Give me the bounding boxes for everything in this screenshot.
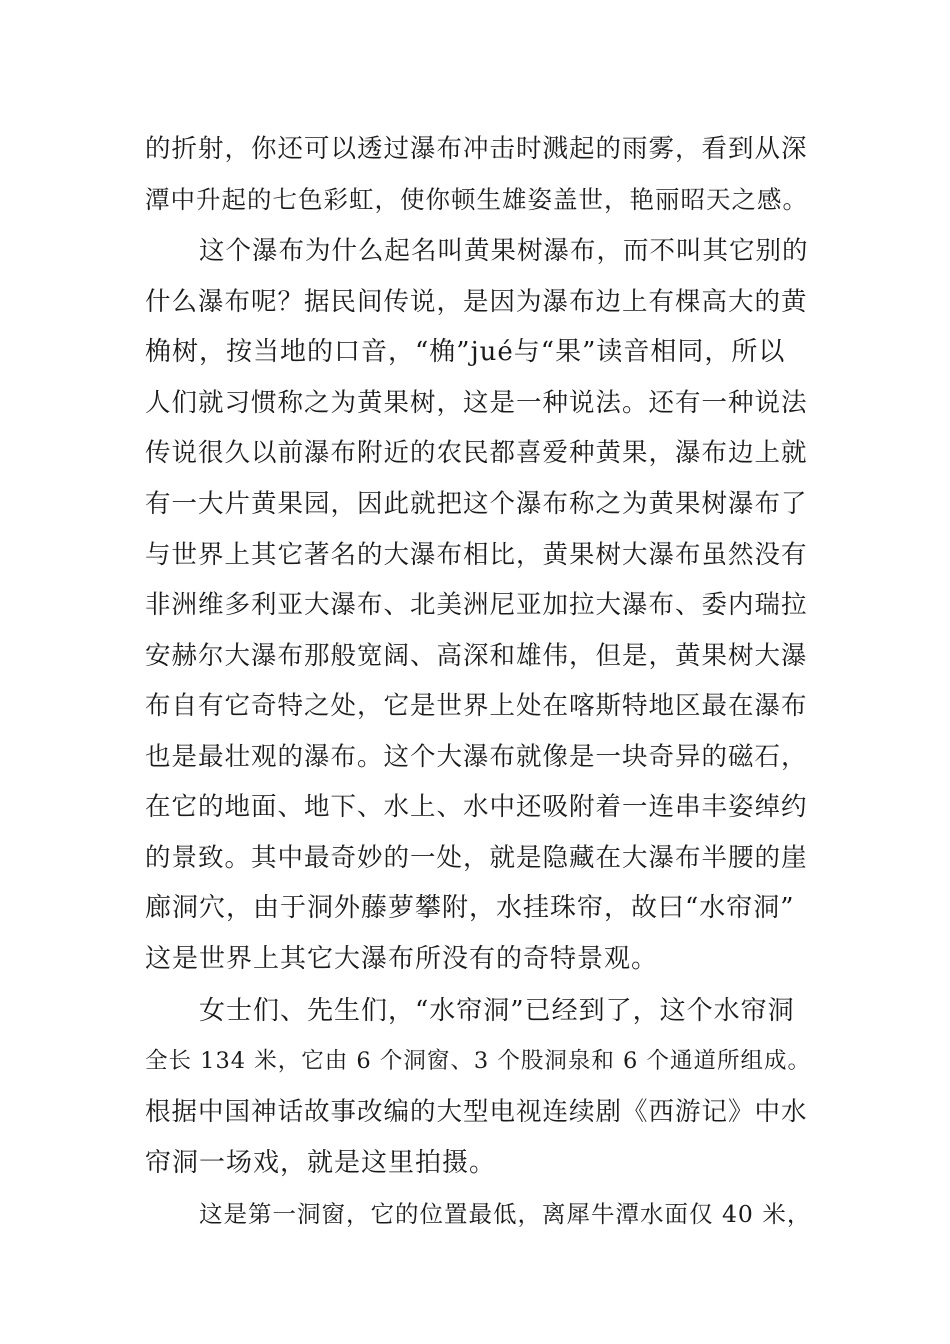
text-line: 在它的地面、地下、水上、水中还吸附着一连串丰姿绰约 [145,792,808,822]
text-line: 这是世界上其它大瀑布所没有的奇特景观。 [145,944,659,974]
paragraph-first-line: 女士们、先生们，“水帘洞”已经到了，这个水帘洞 [199,996,795,1026]
text-line: 廊洞穴，由于洞外藤萝攀附，水挂珠帘，故曰“水帘洞” [145,893,795,923]
text-line: 非洲维多利亚大瀑布、北美洲尼亚加拉大瀑布、委内瑞拉 [145,590,808,620]
text-line: 桷树，按当地的口音，“桷”jué与“果”读音相同，所以 [145,337,786,367]
text-line: 全长 134 米，它由 6 个洞窗、3 个股洞泉和 6 个通道所组成。 [145,1048,811,1074]
text-line: 帘洞一场戏，就是这里拍摄。 [145,1148,497,1178]
text-line: 也是最壮观的瀑布。这个大瀑布就像是一块奇异的磁石， [145,742,808,772]
text-line: 与世界上其它著名的大瀑布相比，黄果树大瀑布虽然没有 [145,540,808,570]
text-line: 布自有它奇特之处，它是世界上处在喀斯特地区最在瀑布 [145,691,808,721]
text-line: 传说很久以前瀑布附近的农民都喜爱种黄果，瀑布边上就 [145,438,808,468]
text-line: 有一大片黄果园，因此就把这个瀑布称之为黄果树瀑布了 [145,489,808,519]
paragraph-first-line: 这是第一洞窗，它的位置最低，离犀牛潭水面仅 40 米， [199,1200,812,1228]
text-line: 什么瀑布呢？据民间传说，是因为瀑布边上有棵高大的黄 [145,287,808,317]
text-line: 安赫尔大瀑布那般宽阔、高深和雄伟，但是，黄果树大瀑 [145,641,808,671]
text-line: 的折射，你还可以透过瀑布冲击时溅起的雨雾，看到从深 [145,134,808,164]
text-line: 人们就习惯称之为黄果树，这是一种说法。还有一种说法 [145,388,808,418]
paragraph-first-line: 这个瀑布为什么起名叫黄果树瀑布，而不叫其它别的 [199,236,809,266]
text-line: 的景致。其中最奇妙的一处，就是隐藏在大瀑布半腰的崖 [145,843,808,873]
text-line: 潭中升起的七色彩虹，使你顿生雄姿盖世，艳丽昭天之感。 [145,185,808,214]
text-line: 根据中国神话故事改编的大型电视连续剧《西游记》中水 [145,1097,808,1127]
